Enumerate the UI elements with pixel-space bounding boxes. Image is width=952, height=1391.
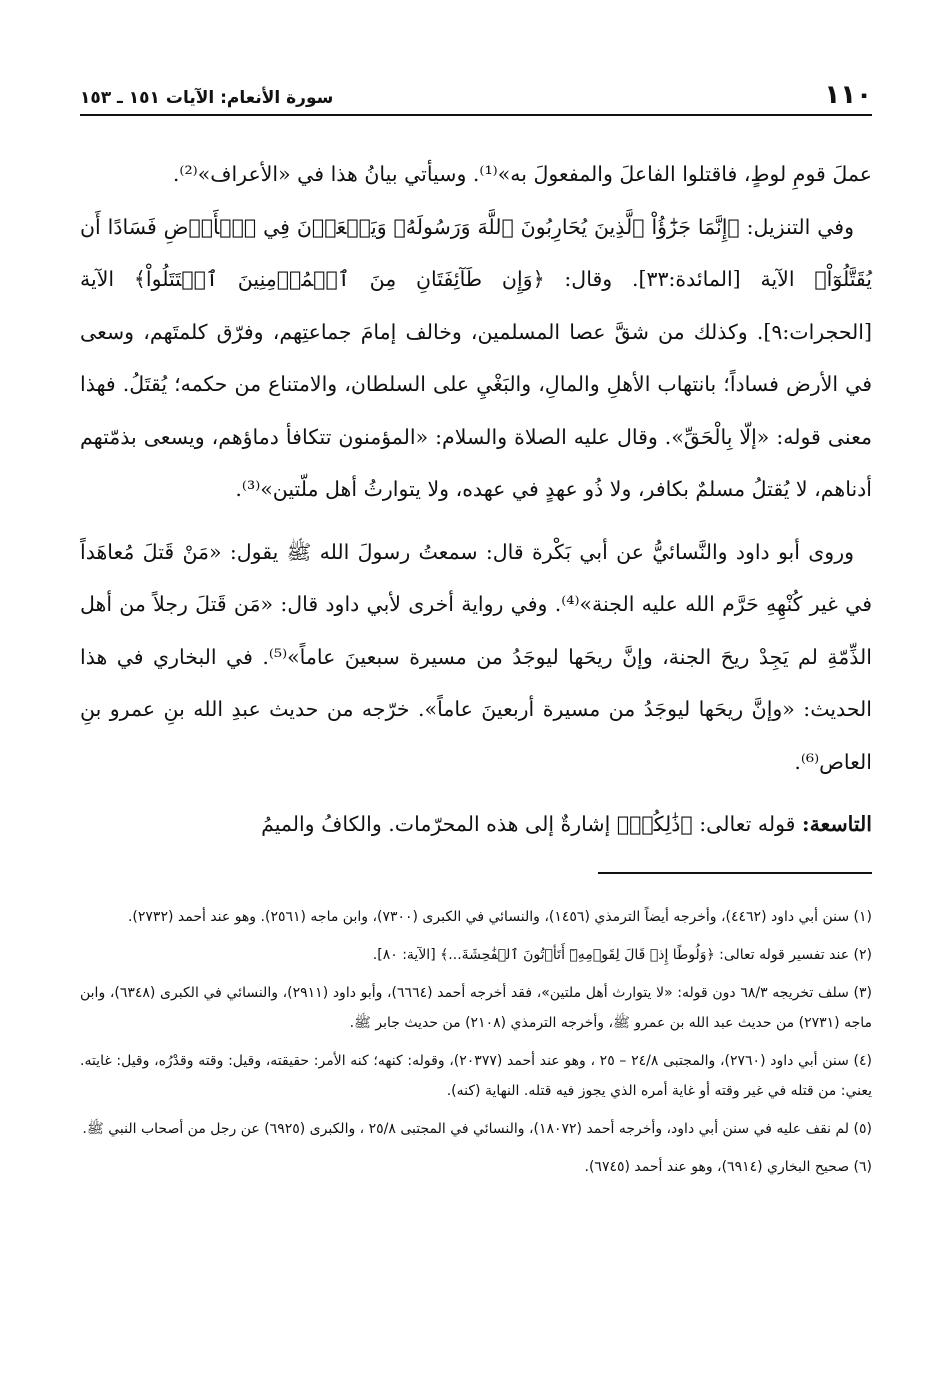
paragraph-2: وفي التنزيل: ﴿إِنَّمَا جَزَٰٓؤُاْ ٱلَّذِينَ يُحَارِبُونَ ٱللَّهَ وَرَسُولَهُۥ وَيَسۡعَوۡنَ فِي ٱلۡأَرۡضِ فَسَادًا أَن يُقَتَّلُوٓاْ﴾ الآية [المائدة:٣٣]. وقال: ﴿وَإِن طَآئِفَتَانِ مِنَ ٱلۡمُؤۡمِنِينَ ٱقۡتَتَلُواْ﴾ الآية [الحجرات:٩]. وكذلك من شقَّ عصا المسلمين، وخالف إمامَ جماعتِهم، وفرّق كلمتَهم، وسعى في الأرض فساداً؛ بانتهاب الأهلِ والمالِ، والبَغْيِ على السلطان، والامتناع من حكمه؛ يُقتَلُ. فهذا معنى قوله: «إلّا بِالْحَقِّ». وقال عليه الصلاة والسلام: «المؤمنون تتكافأ دماؤهم، ويسعى بذمّتهم أدناهم، لا يُقتلُ مسلمٌ بكافر، ولا ذُو عهدٍ في عهده، ولا يتوارثُ أهل ملّتين»⁽³⁾. [80, 214, 873, 501]
page-header [80, 66, 872, 116]
page-number: ١١٠ [824, 80, 872, 110]
section-lead: التاسعة: [802, 812, 872, 836]
footnote-3: (٣) سلف تخريجه ٦٨/٣ دون قوله: «لا يتوارث أهل ملتين»، فقد أخرجه أحمد (٦٦٦٤)، وأبو داود (٢٩١١)، والنسائي في الكبرى (٦٣٤٨)، وابن ماجه (٢٧٣١) من حديث عبد الله بن عمرو ﷺ، وأخرجه الترمذي (٢١٠٨) من حديث جابر ﷺ. [80, 985, 873, 1031]
main-text [80, 148, 872, 851]
footnote-4: (٤) سنن أبي داود (٢٧٦٠)، والمجتبى ٢٤/٨ – ٢٥ ، وهو عند أحمد (٢٠٣٧٧)، وقوله: كنهه؛ كنه الأمر: حقيقته، وقيل: وقته وقدْرُه، وقيل: غايته. يعني: من قتله في غير وقته أو غاية أمره الذي يجوز فيه قتله. النهاية (كنه). [80, 1053, 872, 1099]
paragraph-4 [80, 798, 872, 851]
footnote-6: (٦) صحيح البخاري (٦٩١٤)، وهو عند أحمد (٦٧٤٥). [584, 1159, 872, 1175]
footnote-separator [598, 872, 872, 874]
footnotes [80, 902, 872, 1190]
paragraph-gap [80, 516, 872, 526]
footnote-1: (١) سنن أبي داود (٤٤٦٢)، وأخرجه أيضاً الترمذي (١٤٥٦)، والنسائي في الكبرى (٧٣٠٠)، وابن ماجه (٢٥٦١). وهو عند أحمد (٢٧٣٢). [127, 909, 872, 925]
footnote-5: (٥) لم نقف عليه في سنن أبي داود، وأخرجه أحمد (١٨٠٧٢)، والنسائي في المجتبى ٢٥/٨ ، والكبرى (٦٩٢٥) عن رجل من أصحاب النبي ﷺ. [82, 1121, 872, 1137]
paragraph-gap [80, 788, 872, 798]
footnote-2: (٢) عند تفسير قوله تعالى: ﴿وَلُوطًا إِذۡ قَالَ لِقَوۡمِهِۦٓ أَتَأۡتُونَ ٱلۡفَٰحِشَةَ...﴾ [الآية: ٨٠]. [372, 947, 872, 963]
paragraph-4-text: قوله تعالى: ﴿ذَٰلِكُمۡ﴾ إشارةٌ إلى هذه المحرّمات. والكافُ والميمُ [261, 812, 796, 836]
paragraph-1: عملَ قومِ لوطٍ، فاقتلوا الفاعلَ والمفعولَ به»⁽¹⁾. وسيأتي بيانُ هذا في «الأعراف»⁽²⁾. [172, 162, 872, 186]
running-title: سورة الأنعام: الآيات ١٥١ ـ ١٥٣ [80, 88, 334, 108]
paragraph-3: وروى أبو داود والنَّسائيُّ عن أبي بَكْرة قال: سمعتُ رسولَ الله ﷺ يقول: «مَنْ قَتلَ مُعاهَداً في غير كُنْهِهِ حَرَّم الله عليه الجنة»⁽⁴⁾. وفي رواية أخرى لأبي داود قال: «مَن قَتلَ رجلاً من أهل الذِّمّةِ لم يَجِدْ ريحَ الجنة، وإنَّ ريحَها ليوجَدُ من مسيرة سبعينَ عاماً»⁽⁵⁾. في البخاري في هذا الحديث: «وإنَّ ريحَها ليوجَدُ من مسيرة أربعينَ عاماً». خرّجه من حديث عبدِ الله بنِ عمرو بنِ العاص⁽⁶⁾. [80, 539, 872, 774]
